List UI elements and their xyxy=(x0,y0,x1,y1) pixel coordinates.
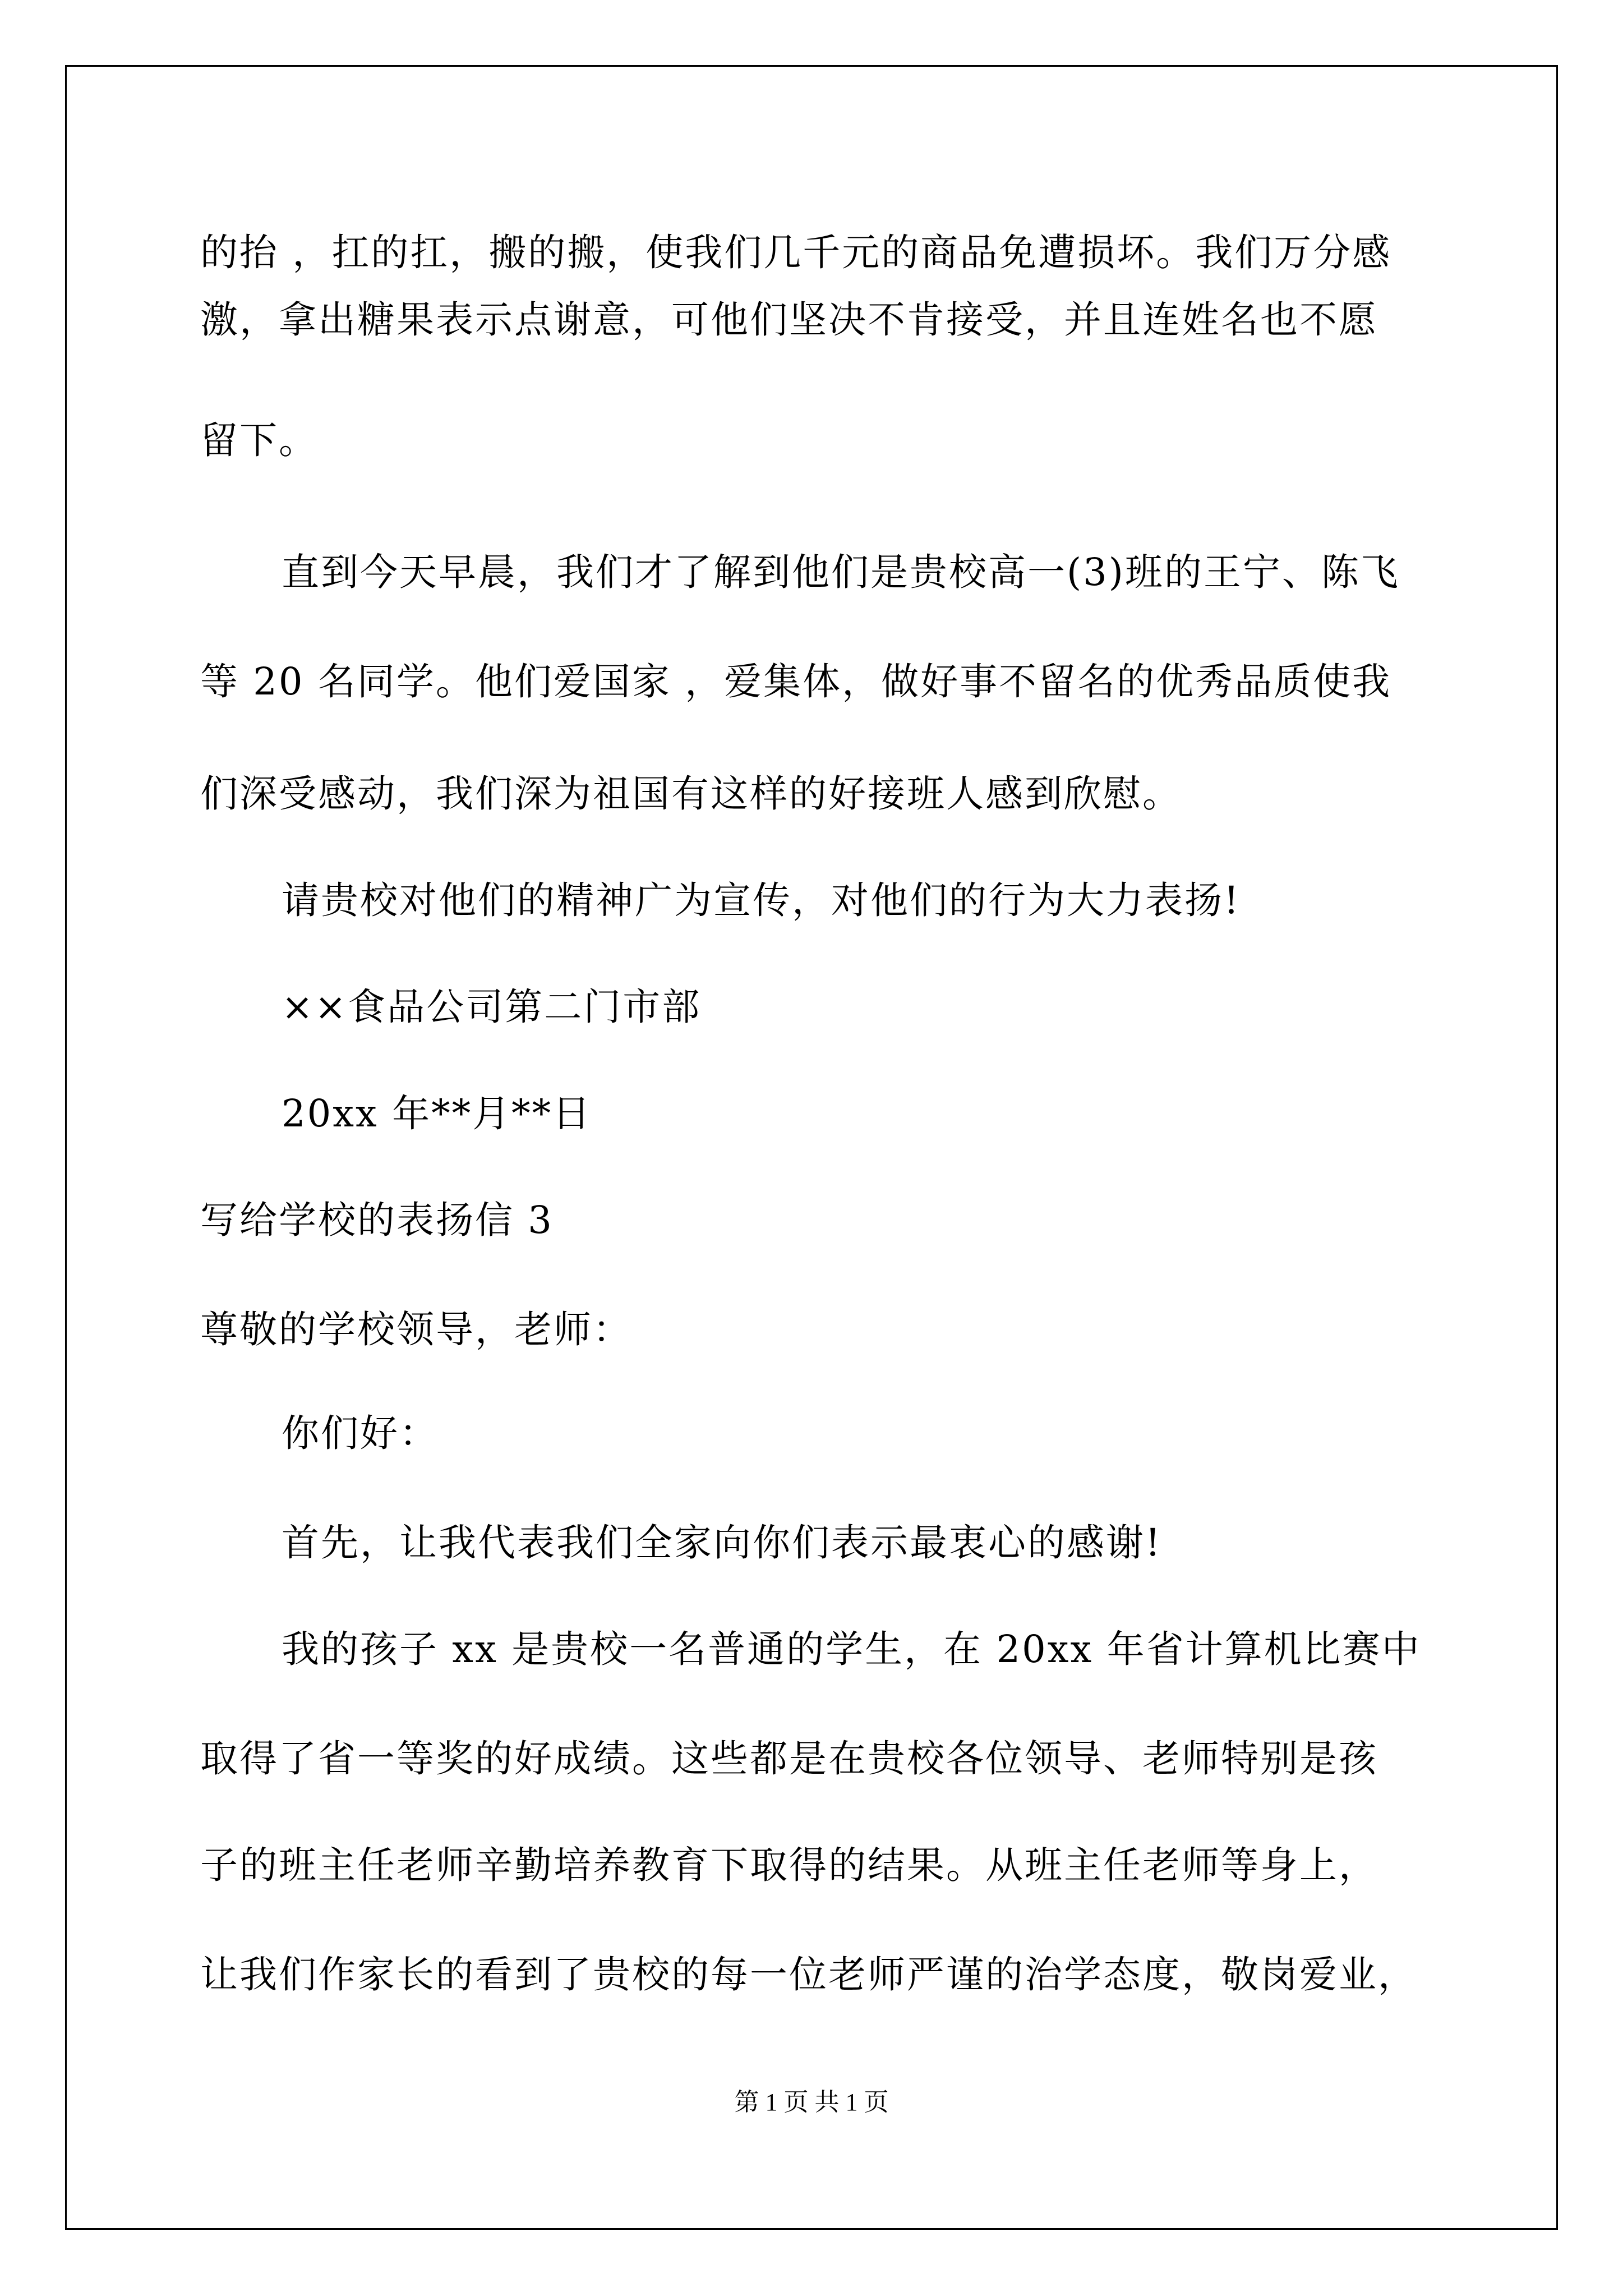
paragraph-line: 直到今天早晨，我们才了解到他们是贵校高一(3)班的王宁、陈飞 xyxy=(282,550,1400,594)
greeting: 你们好： xyxy=(282,1411,439,1455)
paragraph-line: 等 20 名同学。他们爱国家 ，爱集体，做好事不留名的优秀品质使我 xyxy=(200,660,1392,703)
section-title: 写给学校的表扬信 3 xyxy=(200,1198,554,1242)
signature-date: 20xx 年**月**日 xyxy=(282,1092,592,1135)
paragraph-line: 子的班主任老师辛勤培养教育下取得的结果。从班主任老师等身上， xyxy=(200,1843,1378,1887)
page-border xyxy=(65,65,1558,2230)
page-number-footer: 第 1 页 共 1 页 xyxy=(734,2088,889,2116)
paragraph-line: 取得了省一等奖的好成绩。这些都是在贵校各位领导、老师特别是孩 xyxy=(200,1737,1378,1780)
salutation: 尊敬的学校领导，老师： xyxy=(200,1308,632,1351)
paragraph-line: 首先，让我代表我们全家向你们表示最衷心的感谢! xyxy=(282,1521,1162,1565)
signature-company: ××食品公司第二门市部 xyxy=(282,985,702,1029)
paragraph-line: 激，拿出糖果表示点谢意，可他们坚决不肯接受，并且连姓名也不愿 xyxy=(200,298,1378,342)
paragraph-line: 们深受感动，我们深为祖国有这样的好接班人感到欣慰。 xyxy=(200,772,1182,816)
paragraph-line: 的抬 ，扛的扛，搬的搬，使我们几千元的商品免遭损坏。我们万分感 xyxy=(200,231,1392,274)
paragraph-line: 留下。 xyxy=(200,418,318,462)
paragraph-line: 我的孩子 xx 是贵校一名普通的学生，在 20xx 年省计算机比赛中 xyxy=(282,1627,1421,1671)
paragraph-line: 让我们作家长的看到了贵校的每一位老师严谨的治学态度，敬岗爱业， xyxy=(200,1953,1417,1996)
paragraph-line: 请贵校对他们的精神广为宣传，对他们的行为大力表扬! xyxy=(282,878,1241,922)
